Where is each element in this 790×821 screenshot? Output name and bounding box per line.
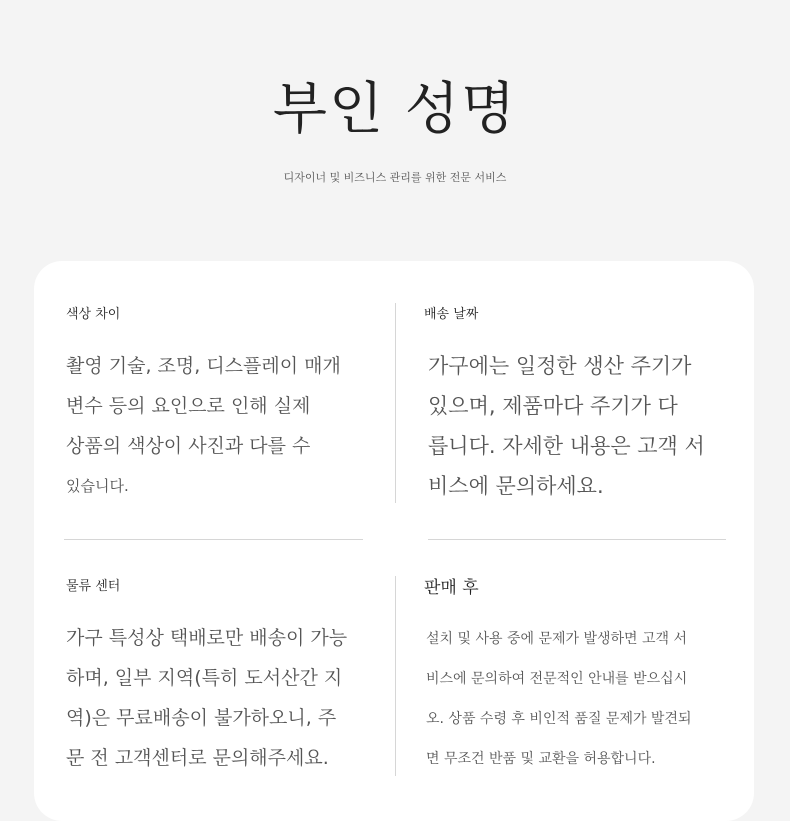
section-line: 역)은 무료배송이 불가하오니, 주 — [66, 707, 337, 729]
column-divider — [395, 576, 396, 776]
section-line: 있으며, 제품마다 주기가 다 — [428, 394, 678, 418]
row-divider-left — [64, 539, 363, 540]
section-line: 비스에 문의하세요. — [428, 474, 604, 498]
section-color-difference — [66, 306, 366, 506]
section-line: 문 전 고객센터로 문의해주세요. — [66, 747, 329, 769]
section-line: 상품의 색상이 사진과 다를 수 — [66, 435, 311, 457]
section-line: 가구 특성상 택배로만 배송이 가능 — [66, 627, 348, 649]
section-label: 배송 날짜 — [424, 307, 479, 322]
section-line: 비스에 문의하여 전문적인 안내를 받으십시 — [426, 671, 688, 687]
column-divider — [395, 303, 396, 503]
section-delivery-date — [424, 306, 724, 506]
section-body — [66, 346, 366, 506]
section-line: 변수 등의 요인으로 인해 실제 — [66, 395, 311, 417]
section-line: 있습니다. — [66, 477, 129, 495]
section-body — [66, 618, 376, 778]
section-body — [424, 346, 724, 506]
section-label: 물류 센터 — [66, 579, 121, 594]
section-label: 판매 후 — [424, 578, 479, 598]
section-line: 촬영 기술, 조명, 디스플레이 매개 — [66, 355, 341, 377]
section-label: 색상 차이 — [66, 307, 121, 322]
section-line: 설치 및 사용 중에 문제가 발생하면 고객 서 — [426, 631, 688, 647]
section-line: 릅니다. 자세한 내용은 고객 서 — [428, 434, 705, 458]
section-line: 가구에는 일정한 생산 주기가 — [428, 354, 692, 378]
section-after-sales — [424, 577, 744, 779]
page-title: 부인 성명 — [272, 77, 518, 142]
disclaimer-card — [34, 261, 754, 821]
page-subtitle: 디자이너 및 비즈니스 관리를 위한 전문 서비스 — [283, 171, 507, 184]
section-logistics-center — [66, 578, 376, 778]
section-body — [424, 619, 744, 779]
section-line: 면 무조건 반품 및 교환을 허용합니다. — [426, 751, 656, 767]
section-line: 하며, 일부 지역(특히 도서산간 지 — [66, 667, 343, 689]
row-divider-right — [428, 539, 726, 540]
section-line: 오. 상품 수령 후 비인적 품질 문제가 발견되 — [426, 711, 692, 727]
